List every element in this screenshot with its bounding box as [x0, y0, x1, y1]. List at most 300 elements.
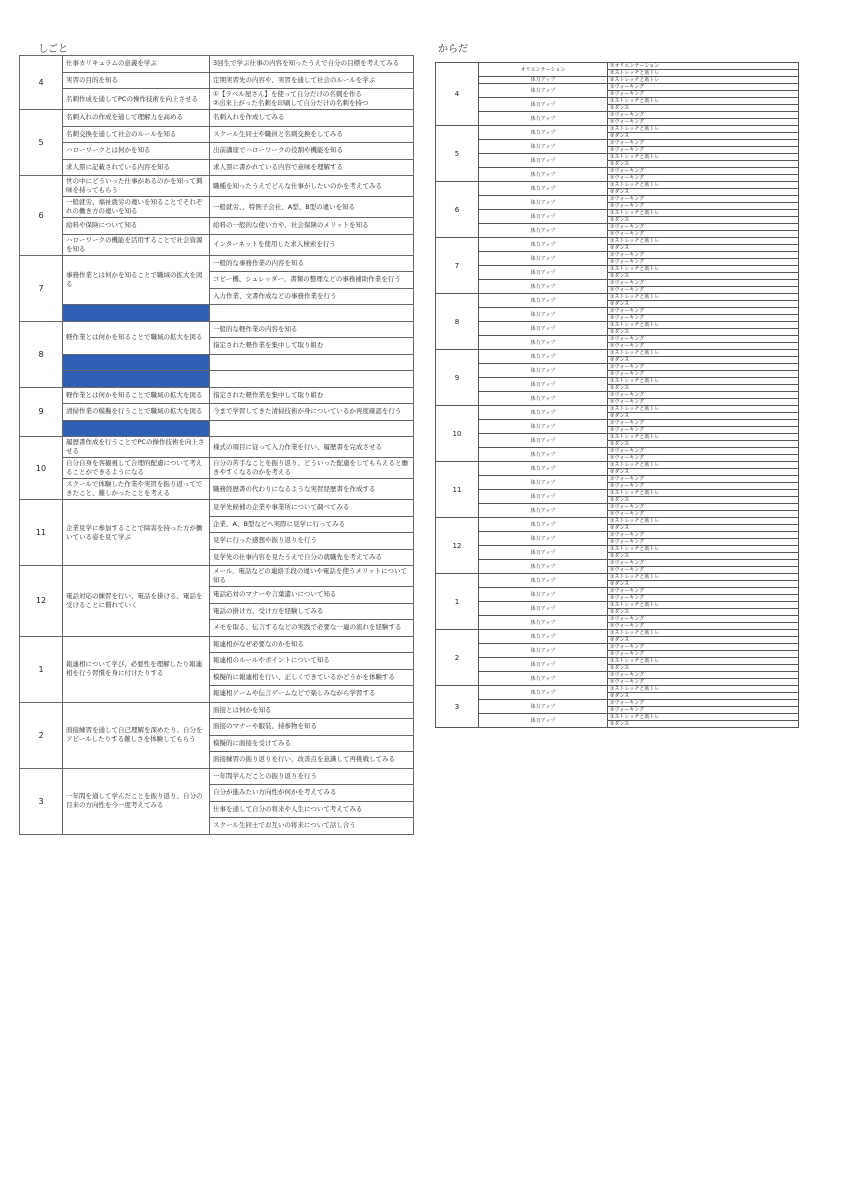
karada-row	[436, 616, 799, 623]
shigoto-row	[20, 234, 414, 255]
karada-item-cell: ②ダンス	[608, 245, 799, 252]
karada-item-cell: ①ストレッチと筋トレ	[608, 210, 799, 217]
shigoto-content-cell: 見学先候補の企業や事業所について調べてみる	[210, 500, 414, 517]
shigoto-row	[20, 218, 414, 235]
shigoto-row	[20, 404, 414, 421]
shigoto-content-cell: 面接練習の振り返りを行い、改善点を意識して再挑戦してみる	[210, 752, 414, 769]
shigoto-row	[20, 479, 414, 500]
karada-item-cell: ①ウォーキング	[608, 560, 799, 567]
karada-activity-cell: 体力アップ	[479, 182, 608, 196]
shigoto-row	[20, 72, 414, 89]
karada-item-cell: ①ウォーキング	[608, 112, 799, 119]
shigoto-row	[20, 354, 414, 371]
karada-item-cell: ①ウォーキング	[608, 476, 799, 483]
karada-activity-cell: 体力アップ	[479, 658, 608, 672]
shigoto-month-cell: 2	[20, 702, 63, 768]
karada-month-cell: 10	[436, 406, 479, 462]
karada-row	[436, 238, 799, 245]
shigoto-content-cell: スクール生同士でお互いの将来について話し合う	[210, 818, 414, 835]
karada-activity-cell: 体力アップ	[479, 77, 608, 84]
shigoto-row	[20, 387, 414, 404]
karada-activity-cell: 体力アップ	[479, 490, 608, 504]
karada-item-cell: ①ウォーキング	[608, 588, 799, 595]
shigoto-content-cell: 名刺入れを作成してみる	[210, 110, 414, 127]
karada-item-cell: ①ウォーキング	[608, 616, 799, 623]
karada-item-cell: ②ウォーキング	[608, 483, 799, 490]
karada-month-cell: 3	[436, 686, 479, 728]
shigoto-goal-cell: 軽作業とは何かを知ることで職域の拡大を図る	[63, 387, 210, 404]
shigoto-title: しごと	[38, 44, 68, 55]
karada-item-cell: ①ストレッチと筋トレ	[608, 518, 799, 525]
shigoto-row	[20, 420, 414, 437]
shigoto-content-cell	[210, 354, 414, 371]
karada-row	[436, 476, 799, 483]
shigoto-content-cell: 模擬的に面接を受けてみる	[210, 735, 414, 752]
shigoto-goal-cell	[63, 305, 210, 322]
karada-item-cell: ①ウォーキング	[608, 224, 799, 231]
shigoto-row	[20, 110, 414, 127]
shigoto-goal-cell	[63, 371, 210, 388]
karada-month-cell: 4	[436, 63, 479, 126]
karada-item-cell: ①ストレッチと筋トレ	[608, 154, 799, 161]
karada-activity-cell: 体力アップ	[479, 616, 608, 630]
shigoto-content-cell: 指定された軽作業を集中して取り組む	[210, 338, 414, 355]
karada-activity-cell: 体力アップ	[479, 560, 608, 574]
karada-item-cell: ②ダンス	[608, 693, 799, 700]
karada-item-cell: ②ダンス	[608, 329, 799, 336]
shigoto-month-cell: 4	[20, 56, 63, 110]
karada-activity-cell: 体力アップ	[479, 364, 608, 378]
karada-item-cell: ①ストレッチと筋トレ	[608, 602, 799, 609]
karada-item-cell: ①ストレッチと筋トレ	[608, 350, 799, 357]
karada-item-cell: ①ストレッチと筋トレ	[608, 238, 799, 245]
karada-row	[436, 168, 799, 175]
karada-activity-cell: 体力アップ	[479, 630, 608, 644]
karada-row	[436, 630, 799, 637]
karada-activity-cell: 体力アップ	[479, 434, 608, 448]
shigoto-content-cell: 報連相のルールやポイントについて知る	[210, 653, 414, 670]
karada-month-cell: 9	[436, 350, 479, 406]
shigoto-row	[20, 197, 414, 218]
karada-activity-cell: 体力アップ	[479, 224, 608, 238]
shigoto-month-cell: 12	[20, 566, 63, 637]
karada-item-cell: ②ウォーキング	[608, 343, 799, 350]
karada-month-cell: 8	[436, 294, 479, 350]
karada-item-cell: ①ウォーキング	[608, 420, 799, 427]
karada-item-cell: ②ダンス	[608, 441, 799, 448]
karada-item-cell: ②ダンス	[608, 161, 799, 168]
karada-activity-cell: 体力アップ	[479, 140, 608, 154]
shigoto-row	[20, 702, 414, 719]
karada-item-cell: ①ウォーキング	[608, 84, 799, 91]
shigoto-goal-cell: 面接練習を通して自己理解を深めたり、自分をアピールしたりする難しさを体験してもらう	[63, 702, 210, 768]
karada-activity-cell: 体力アップ	[479, 308, 608, 322]
shigoto-goal-cell: 仕事カリキュラムの意義を学ぶ	[63, 56, 210, 73]
karada-item-cell: ①ストレッチと筋トレ	[608, 462, 799, 469]
karada-row	[436, 140, 799, 147]
karada-item-cell: ②ウォーキング	[608, 315, 799, 322]
shigoto-content-cell: インターネットを使用した求人検索を行う	[210, 234, 414, 255]
karada-item-cell: ①ウォーキング	[608, 644, 799, 651]
karada-item-cell: ①ウォーキング	[608, 392, 799, 399]
karada-row	[436, 350, 799, 357]
shigoto-content-cell: 仕事を通して自分の将来や人生について考えてみる	[210, 801, 414, 818]
shigoto-month-cell: 3	[20, 768, 63, 834]
karada-item-cell: ②ウォーキング	[608, 539, 799, 546]
shigoto-goal-cell: スクールで体験した作業や実習を振り返ってできたこと、難しかったことを考える	[63, 479, 210, 500]
karada-activity-cell: 体力アップ	[479, 294, 608, 308]
karada-activity-cell: 体力アップ	[479, 700, 608, 714]
karada-row	[436, 196, 799, 203]
karada-item-cell: ②ウォーキング	[608, 287, 799, 294]
karada-item-cell: ①ウォーキング	[608, 140, 799, 147]
karada-row	[436, 406, 799, 413]
karada-activity-cell: 体力アップ	[479, 168, 608, 182]
shigoto-content-cell: ①【ラベル屋さん】を使って自分だけの名刺を作る ②出来上がった名刺を印刷して自分だけの名刺を持つ	[210, 89, 414, 110]
karada-row	[436, 322, 799, 329]
karada-row	[436, 448, 799, 455]
karada-item-cell: ②ウォーキング	[608, 679, 799, 686]
karada-item-cell: ②ウォーキング	[608, 567, 799, 574]
karada-item-cell: ①ウォーキング	[608, 196, 799, 203]
shigoto-row	[20, 143, 414, 160]
karada-item-cell: ①ストレッチと筋トレ	[608, 686, 799, 693]
karada-activity-cell: オリエンテーション	[479, 63, 608, 77]
karada-row	[436, 518, 799, 525]
karada-activity-cell: 体力アップ	[479, 392, 608, 406]
karada-item-cell: ②ダンス	[608, 217, 799, 224]
karada-item-cell: ②ウォーキング	[608, 427, 799, 434]
shigoto-content-cell	[210, 371, 414, 388]
karada-activity-cell: 体力アップ	[479, 644, 608, 658]
karada-item-cell: ②ウォーキング	[608, 511, 799, 518]
karada-row	[436, 434, 799, 441]
karada-activity-cell: 体力アップ	[479, 686, 608, 700]
karada-item-cell: ①ストレッチと筋トレ	[608, 490, 799, 497]
karada-item-cell: ①ウォーキング	[608, 336, 799, 343]
karada-activity-cell: 体力アップ	[479, 112, 608, 126]
karada-row	[436, 252, 799, 259]
shigoto-content-cell	[210, 420, 414, 437]
karada-row	[436, 154, 799, 161]
karada-item-cell: ②ウォーキング	[608, 175, 799, 182]
karada-row	[436, 462, 799, 469]
karada-activity-cell: 体力アップ	[479, 518, 608, 532]
karada-row	[436, 644, 799, 651]
shigoto-goal-cell: 履歴書作成を行うことでPCの操作技術を向上させる	[63, 437, 210, 458]
karada-item-cell: ②ストレッチと筋トレ	[608, 70, 799, 77]
shigoto-row	[20, 458, 414, 479]
shigoto-month-cell: 7	[20, 255, 63, 321]
shigoto-content-cell: 3回生で学ぶ仕事の内容を知ったうえで自分の目標を考えてみる	[210, 56, 414, 73]
karada-activity-cell: 体力アップ	[479, 532, 608, 546]
karada-activity-cell: 体力アップ	[479, 714, 608, 728]
karada-item-cell: ①ストレッチと筋トレ	[608, 714, 799, 721]
karada-row	[436, 588, 799, 595]
karada-activity-cell: 体力アップ	[479, 378, 608, 392]
karada-item-cell: ②ウォーキング	[608, 231, 799, 238]
shigoto-goal-cell: 名刺交換を通して社会のルールを知る	[63, 126, 210, 143]
shigoto-row	[20, 126, 414, 143]
karada-item-cell: ②ウォーキング	[608, 455, 799, 462]
karada-activity-cell: 体力アップ	[479, 420, 608, 434]
shigoto-goal-cell: 名刺作成を通してPCの操作技術を向上させる	[63, 89, 210, 110]
karada-item-cell: ②ダンス	[608, 413, 799, 420]
shigoto-row	[20, 255, 414, 272]
shigoto-row	[20, 159, 414, 176]
shigoto-goal-cell: 一年間を通して学んだことを振り返り、自分の目来の方向性を今一度考えてみる	[63, 768, 210, 834]
karada-item-cell: ②ダンス	[608, 385, 799, 392]
karada-item-cell: ①ストレッチと筋トレ	[608, 126, 799, 133]
shigoto-row	[20, 89, 414, 110]
karada-item-cell: ②ウォーキング	[608, 147, 799, 154]
karada-item-cell: ①ウォーキング	[608, 308, 799, 315]
karada-month-cell: 6	[436, 182, 479, 238]
karada-item-cell: ②ダンス	[608, 637, 799, 644]
shigoto-month-cell: 1	[20, 636, 63, 702]
shigoto-content-cell: 面接とは何かを知る	[210, 702, 414, 719]
shigoto-goal-cell: 企業見学に参加することで障害を持った方が働いている姿を見て学ぶ	[63, 500, 210, 566]
shigoto-row	[20, 371, 414, 388]
shigoto-goal-cell	[63, 354, 210, 371]
karada-activity-cell: 体力アップ	[479, 462, 608, 476]
karada-row	[436, 294, 799, 301]
karada-row	[436, 224, 799, 231]
shigoto-content-cell: 入力作業、文書作成などの事務作業を行う	[210, 288, 414, 305]
karada-item-cell: ②ウォーキング	[608, 259, 799, 266]
karada-row	[436, 420, 799, 427]
karada-item-cell: ①ストレッチと筋トレ	[608, 406, 799, 413]
karada-row	[436, 546, 799, 553]
karada-item-cell: ②ウォーキング	[608, 91, 799, 98]
shigoto-content-cell: 指定された軽作業を集中して取り組む	[210, 387, 414, 404]
shigoto-content-cell: 定期実習先の内容や、実習を通して社会のルールを学ぶ	[210, 72, 414, 89]
karada-item-cell: ②ウォーキング	[608, 707, 799, 714]
shigoto-content-cell: 自分が進みたい方向性が何かを考えてみる	[210, 785, 414, 802]
karada-activity-cell: 体力アップ	[479, 476, 608, 490]
karada-activity-cell: 体力アップ	[479, 266, 608, 280]
shigoto-content-cell: 今まで学習してきた清掃技術が身についているか再度確認を行う	[210, 404, 414, 421]
shigoto-row	[20, 566, 414, 587]
karada-row	[436, 686, 799, 693]
shigoto-month-cell: 6	[20, 176, 63, 256]
karada-row	[436, 700, 799, 707]
shigoto-row	[20, 636, 414, 653]
shigoto-content-cell: 出前講座でハローワークの役割や機能を知る	[210, 143, 414, 160]
shigoto-goal-cell	[63, 420, 210, 437]
shigoto-row	[20, 500, 414, 517]
shigoto-goal-cell: 名刺入れの作成を通して理解力を高める	[63, 110, 210, 127]
karada-activity-cell: 体力アップ	[479, 574, 608, 588]
karada-item-cell: ①ウォーキング	[608, 280, 799, 287]
karada-item-cell: ②ダンス	[608, 189, 799, 196]
karada-row	[436, 98, 799, 105]
karada-item-cell: ②ダンス	[608, 133, 799, 140]
karada-row	[436, 490, 799, 497]
shigoto-month-cell: 8	[20, 321, 63, 387]
karada-activity-cell: 体力アップ	[479, 546, 608, 560]
karada-item-cell: ②ダンス	[608, 497, 799, 504]
karada-item-cell: ①ウォーキング	[608, 532, 799, 539]
shigoto-goal-cell: 清掃作業の模擬を行うことで職域の拡大を図る	[63, 404, 210, 421]
shigoto-content-cell: メール、電話などの連絡手段の違いや電話を使うメリットについて知る	[210, 566, 414, 587]
karada-item-cell: ①ストレッチと筋トレ	[608, 182, 799, 189]
shigoto-content-cell: 給料の一般的な使い方や、社会保険のメリットを知る	[210, 218, 414, 235]
karada-item-cell: ①ストレッチと筋トレ	[608, 378, 799, 385]
shigoto-content-cell: 企業、A、B型などへ実際に見学に行ってみる	[210, 516, 414, 533]
karada-item-cell: ②ウォーキング	[608, 371, 799, 378]
shigoto-row	[20, 305, 414, 322]
karada-row	[436, 658, 799, 665]
karada-activity-cell: 体力アップ	[479, 84, 608, 98]
shigoto-goal-cell: 事務作業とは何かを知ることで職域の拡大を図る	[63, 255, 210, 305]
shigoto-goal-cell: 求人票に記載されている内容を知る	[63, 159, 210, 176]
karada-item-cell: ①ストレッチと筋トレ	[608, 266, 799, 273]
shigoto-month-cell: 11	[20, 500, 63, 566]
karada-row	[436, 112, 799, 119]
shigoto-content-cell: 職種を知ったうえでどんな仕事がしたいのかを考えてみる	[210, 176, 414, 197]
karada-item-cell: ②ダンス	[608, 665, 799, 672]
karada-item-cell: ②ダンス	[608, 525, 799, 532]
karada-activity-cell: 体力アップ	[479, 154, 608, 168]
karada-row	[436, 672, 799, 679]
karada-row	[436, 126, 799, 133]
karada-row	[436, 714, 799, 721]
karada-title: からだ	[438, 44, 468, 55]
karada-item-cell: ①ストレッチと筋トレ	[608, 574, 799, 581]
karada-item-cell: ②ダンス	[608, 273, 799, 280]
shigoto-content-cell: 一般就労、、特例子会社、A型、B型の違いを知る	[210, 197, 414, 218]
karada-item-cell: ②ウォーキング	[608, 203, 799, 210]
karada-row	[436, 63, 799, 70]
karada-activity-cell: 体力アップ	[479, 126, 608, 140]
shigoto-goal-cell: 給料や保険について知る	[63, 218, 210, 235]
karada-activity-cell: 体力アップ	[479, 602, 608, 616]
shigoto-content-cell: 一年間学んだことの振り返りを行う	[210, 768, 414, 785]
karada-table	[435, 62, 799, 728]
shigoto-row	[20, 176, 414, 197]
shigoto-content-cell: 電話の掛け方、受け方を経験してみる	[210, 603, 414, 620]
karada-row	[436, 84, 799, 91]
shigoto-content-cell: 職務経歴書の代わりになるような実習経歴書を作成する	[210, 479, 414, 500]
karada-row	[436, 308, 799, 315]
shigoto-content-cell: メモを取る、伝言するなどの実践で必要な一連の流れを経験する	[210, 620, 414, 637]
karada-month-cell: 1	[436, 574, 479, 630]
karada-item-cell: ②ウォーキング	[608, 623, 799, 630]
karada-activity-cell: 体力アップ	[479, 406, 608, 420]
karada-item-cell: ①ストレッチと筋トレ	[608, 294, 799, 301]
karada-item-cell: ①ストレッチと筋トレ	[608, 322, 799, 329]
shigoto-goal-cell: 実習の目的を知る	[63, 72, 210, 89]
karada-item-cell: ②ダンス	[608, 553, 799, 560]
shigoto-month-cell: 10	[20, 437, 63, 500]
karada-item-cell: ①ストレッチと筋トレ	[608, 546, 799, 553]
karada-item-cell: ②ダンス	[608, 105, 799, 112]
shigoto-row	[20, 321, 414, 338]
karada-row	[436, 560, 799, 567]
shigoto-content-cell: 面接のマナーや服装、持参物を知る	[210, 719, 414, 736]
karada-item-cell: ②ダンス	[608, 469, 799, 476]
shigoto-table	[19, 55, 414, 835]
karada-activity-cell: 体力アップ	[479, 210, 608, 224]
karada-row	[436, 364, 799, 371]
karada-item-cell: ①ウォーキング	[608, 672, 799, 679]
shigoto-row	[20, 768, 414, 785]
karada-activity-cell: 体力アップ	[479, 98, 608, 112]
shigoto-content-cell: 一般的な事務作業の内容を知る	[210, 255, 414, 272]
shigoto-goal-cell: ハローワークとは何かを知る	[63, 143, 210, 160]
shigoto-goal-cell: 電話対応の練習を行い、電話を掛ける、電話を受けることに慣れていく	[63, 566, 210, 637]
karada-row	[436, 266, 799, 273]
karada-item-cell: ①ストレッチと筋トレ	[608, 658, 799, 665]
karada-row	[436, 602, 799, 609]
karada-item-cell: ①ウォーキング	[608, 504, 799, 511]
karada-row	[436, 574, 799, 581]
shigoto-content-cell: 模擬的に報連相を行い、正しくできているかどうかを体験する	[210, 669, 414, 686]
shigoto-goal-cell: 一般就労、福祉就労の違いを知ることでそれぞれの働き方の違いを知る	[63, 197, 210, 218]
karada-activity-cell: 体力アップ	[479, 322, 608, 336]
shigoto-content-cell: スクール生同士や職員と名刺交換をしてみる	[210, 126, 414, 143]
karada-row	[436, 336, 799, 343]
karada-activity-cell: 体力アップ	[479, 448, 608, 462]
karada-item-cell: ②ウォーキング	[608, 399, 799, 406]
karada-activity-cell: 体力アップ	[479, 252, 608, 266]
karada-item-cell: ②ダンス	[608, 581, 799, 588]
shigoto-goal-cell: ハローワークの機能を活用することで社会資源を知る	[63, 234, 210, 255]
shigoto-content-cell: 様式の項目に従って入力作業を行い、履歴書を完成させる	[210, 437, 414, 458]
karada-activity-cell: 体力アップ	[479, 504, 608, 518]
karada-row	[436, 532, 799, 539]
karada-item-cell: ②ダンス	[608, 609, 799, 616]
karada-row	[436, 378, 799, 385]
karada-month-cell: 2	[436, 630, 479, 686]
shigoto-content-cell	[210, 305, 414, 322]
karada-activity-cell: 体力アップ	[479, 238, 608, 252]
shigoto-month-cell: 5	[20, 110, 63, 176]
shigoto-row	[20, 437, 414, 458]
karada-item-cell: ①ストレッチと筋トレ	[608, 98, 799, 105]
karada-item-cell: ②ウォーキング	[608, 119, 799, 126]
karada-item-cell: ①ウォーキング	[608, 700, 799, 707]
karada-month-cell: 12	[436, 518, 479, 574]
karada-item-cell: ①ウォーキング	[608, 364, 799, 371]
karada-activity-cell: 体力アップ	[479, 672, 608, 686]
shigoto-content-cell: 求人票に書かれている内容で意味を理解する	[210, 159, 414, 176]
shigoto-row	[20, 56, 414, 73]
karada-item-cell: ①ウォーキング	[608, 168, 799, 175]
karada-item-cell: ①ストレッチと筋トレ	[608, 434, 799, 441]
karada-row	[436, 280, 799, 287]
karada-item-cell: ②ウォーキング	[608, 595, 799, 602]
shigoto-month-cell: 9	[20, 387, 63, 437]
shigoto-content-cell: 自分の苦手なことを振り返り、どういった配慮をしてもらえると働きやすくなるのかを考える	[210, 458, 414, 479]
karada-item-cell: ②ダンス	[608, 301, 799, 308]
karada-item-cell: ②ダンス	[608, 357, 799, 364]
shigoto-content-cell: 見学に行った感想や振り返りを行う	[210, 533, 414, 550]
karada-item-cell: ①ウォーキング	[608, 448, 799, 455]
karada-row	[436, 77, 799, 84]
shigoto-goal-cell: 世の中にどういった仕事があるのかを知って興味を持ってもらう	[63, 176, 210, 197]
shigoto-content-cell: 一般的な軽作業の内容を知る	[210, 321, 414, 338]
shigoto-content-cell: コピー機、シュレッダー、書類の整理などの事務補助作業を行う	[210, 272, 414, 289]
karada-activity-cell: 体力アップ	[479, 196, 608, 210]
karada-row	[436, 504, 799, 511]
karada-item-cell: ①オリエンテーション	[608, 63, 799, 70]
shigoto-goal-cell: 軽作業とは何かを知ることで職域の拡大を図る	[63, 321, 210, 354]
karada-activity-cell: 体力アップ	[479, 280, 608, 294]
karada-item-cell: ①ストレッチと筋トレ	[608, 630, 799, 637]
karada-item-cell: ①ウォーキング	[608, 252, 799, 259]
